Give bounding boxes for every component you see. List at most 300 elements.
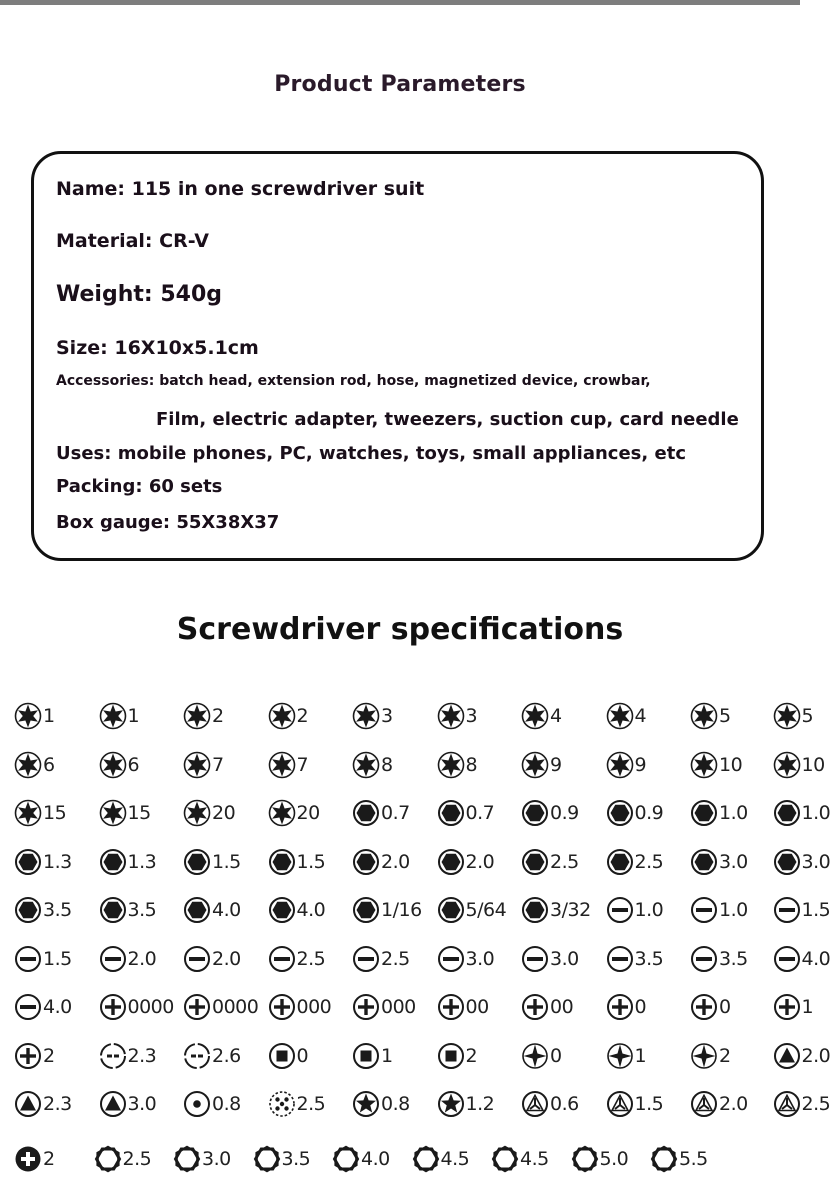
torx-bit-icon	[14, 799, 42, 827]
spec-size-label: 2.0	[381, 850, 410, 873]
spec-item	[773, 992, 814, 1022]
spec-size-label: 4.5	[440, 1147, 470, 1170]
spec-item	[99, 750, 140, 780]
spec-size-label: 6	[127, 753, 140, 776]
spec-size-label: 3.5	[127, 899, 157, 921]
spec-item	[173, 1144, 231, 1174]
phillips-bit-icon	[99, 993, 127, 1021]
spec-size-label: 0000	[127, 996, 174, 1018]
spec-size-label: 1	[634, 1044, 647, 1067]
spec-item	[99, 847, 157, 877]
torx-bit-icon	[183, 799, 211, 827]
spec-size-label: 3.5	[634, 947, 664, 970]
spec-item	[773, 847, 830, 877]
spec-item	[352, 944, 410, 974]
spec-item	[352, 750, 393, 780]
parameters-box	[31, 151, 764, 561]
tri-wing-bit-icon	[606, 1090, 634, 1118]
spec-size-label: 4.0	[212, 899, 241, 921]
spec-item	[14, 895, 72, 925]
torx-bit-icon	[437, 702, 465, 730]
spec-item	[99, 944, 157, 974]
spec-item	[521, 1041, 562, 1071]
spanner-bit-icon	[183, 1042, 211, 1070]
torx-bit-icon	[521, 702, 549, 730]
spec-item	[268, 944, 326, 974]
spec-size-label: 4.0	[296, 899, 326, 921]
spec-size-label: 15	[43, 802, 67, 824]
torx-bit-icon	[99, 799, 127, 827]
spec-item	[268, 847, 326, 877]
spec-size-label: 2.3	[127, 1044, 157, 1067]
spec-size-label: 0.7	[465, 802, 495, 824]
spec-size-label: 000	[296, 996, 332, 1018]
hex-bit-icon	[183, 896, 211, 924]
round-dot-bit-icon	[183, 1090, 211, 1118]
spec-item	[412, 1144, 470, 1174]
five-point-star-bit-icon	[352, 1090, 380, 1118]
hex-bit-icon	[99, 848, 127, 876]
spec-item	[690, 798, 748, 828]
spec-item	[352, 895, 422, 925]
spec-size-label: 2.5	[634, 850, 664, 873]
param-weight: Weight: 540g	[56, 282, 222, 307]
spec-size-label: 2	[296, 705, 309, 727]
square-bit-icon	[437, 1042, 465, 1070]
hex-bit-icon	[14, 896, 42, 924]
spec-size-label: 5	[719, 705, 731, 727]
hex-socket-icon	[491, 1145, 519, 1173]
spec-item	[94, 1144, 152, 1174]
torx-bit-icon	[606, 702, 634, 730]
spec-item	[437, 944, 495, 974]
spec-size-label: 4.0	[801, 947, 830, 970]
hex-bit-icon	[521, 896, 549, 924]
spec-size-label: 4	[550, 705, 562, 727]
spec-item	[352, 798, 410, 828]
phillips-bit-icon	[690, 993, 718, 1021]
torx-bit-icon	[690, 702, 718, 730]
spec-size-label: 3.0	[202, 1147, 231, 1170]
spec-item	[14, 1144, 55, 1174]
param-uses: Uses: mobile phones, PC, watches, toys, small appliances, etc	[56, 443, 686, 464]
spec-item	[268, 750, 309, 780]
spec-item	[99, 1041, 157, 1071]
spec-size-label: 1.0	[801, 802, 830, 824]
spec-size-label: 2	[465, 1044, 478, 1067]
torx-bit-icon	[437, 751, 465, 779]
spec-size-label: 1.5	[296, 850, 326, 873]
spec-size-label: 2.5	[381, 947, 410, 970]
spec-size-label: 2.0	[719, 1093, 748, 1115]
spec-size-label: 4.5	[520, 1147, 549, 1170]
spec-size-label: 0.9	[634, 802, 664, 824]
spec-size-label: 1	[43, 705, 55, 727]
spec-item	[521, 944, 579, 974]
hex-bit-icon	[14, 848, 42, 876]
spec-item	[268, 798, 320, 828]
spec-size-label: 3.5	[719, 947, 748, 970]
spec-size-label: 3.0	[465, 947, 495, 970]
spec-size-label: 0	[550, 1044, 562, 1067]
top-divider-bar	[0, 0, 800, 5]
triangle-bit-icon	[99, 1090, 127, 1118]
triangle-bit-icon	[14, 1090, 42, 1118]
spec-item	[690, 1041, 731, 1071]
hex-socket-icon	[94, 1145, 122, 1173]
spec-item	[521, 895, 591, 925]
pentalobe-bit-icon	[690, 1042, 718, 1070]
slotted-bit-icon	[690, 896, 718, 924]
spec-size-label: 2.0	[465, 850, 495, 873]
phillips-bit-icon	[268, 993, 296, 1021]
param-size: Size: 16X10x5.1cm	[56, 337, 259, 359]
spanner-bit-icon	[99, 1042, 127, 1070]
param-packing: Packing: 60 sets	[56, 476, 223, 497]
spec-size-label: 9	[550, 753, 562, 776]
hex-bit-icon	[690, 799, 718, 827]
torx-bit-icon	[268, 751, 296, 779]
spec-item	[773, 1041, 830, 1071]
param-name: Name: 115 in one screwdriver suit	[56, 178, 425, 200]
spec-item	[606, 1041, 647, 1071]
spec-item	[14, 944, 72, 974]
hex-bit-icon	[183, 848, 211, 876]
spec-size-label: 1	[381, 1044, 393, 1067]
spec-size-label: 3.0	[550, 947, 579, 970]
spec-size-label: 10	[719, 753, 743, 776]
hex-bit-icon	[521, 799, 549, 827]
spec-item	[773, 701, 814, 731]
spec-size-label: 2	[719, 1044, 731, 1067]
spec-size-label: 1.2	[465, 1093, 495, 1115]
spec-item	[606, 798, 664, 828]
product-parameters-title: Product Parameters	[274, 72, 526, 97]
hex-bit-icon	[437, 896, 465, 924]
hex-bit-icon	[99, 896, 127, 924]
spec-size-label: 1	[801, 996, 814, 1018]
spec-item	[183, 895, 241, 925]
spec-item	[491, 1144, 549, 1174]
five-point-star-bit-icon	[437, 1090, 465, 1118]
spec-size-label: 2	[212, 705, 224, 727]
five-dot-bit-icon	[268, 1090, 296, 1118]
spec-size-label: 3.0	[719, 850, 748, 873]
spec-item	[690, 944, 748, 974]
spec-item	[99, 701, 140, 731]
slotted-bit-icon	[437, 945, 465, 973]
spec-item	[437, 847, 495, 877]
slotted-bit-icon	[14, 993, 42, 1021]
spec-item	[268, 701, 309, 731]
spec-item	[521, 847, 579, 877]
spec-size-label: 0.9	[550, 802, 579, 824]
torx-bit-icon	[352, 751, 380, 779]
spec-item	[690, 992, 731, 1022]
spec-size-label: 0	[634, 996, 647, 1018]
spec-item	[773, 944, 830, 974]
spec-size-label: 8	[465, 753, 478, 776]
spec-item	[690, 701, 731, 731]
spec-item	[690, 1089, 748, 1119]
hex-socket-icon	[571, 1145, 599, 1173]
spec-size-label: 5.5	[679, 1147, 708, 1170]
spec-size-label: 2.5	[122, 1147, 152, 1170]
tri-wing-bit-icon	[690, 1090, 718, 1118]
phillips-bit-icon	[773, 993, 801, 1021]
spec-size-label: 7	[296, 753, 309, 776]
spec-item	[773, 750, 825, 780]
spec-size-label: 0	[296, 1044, 309, 1067]
spec-size-label: 2.5	[550, 850, 579, 873]
spec-item	[14, 750, 55, 780]
spec-size-label: 4.0	[43, 996, 72, 1018]
spec-size-label: 3	[465, 705, 478, 727]
hex-bit-icon	[352, 896, 380, 924]
spec-item	[183, 944, 241, 974]
slotted-bit-icon	[773, 945, 801, 973]
spec-size-label: 0.8	[381, 1093, 410, 1115]
slotted-bit-icon	[773, 896, 801, 924]
phillips-bit-icon	[352, 993, 380, 1021]
spec-size-label: 1.3	[43, 850, 72, 873]
spec-item	[521, 750, 562, 780]
spec-item	[650, 1144, 708, 1174]
spec-item	[14, 1089, 72, 1119]
param-accessories: Accessories: batch head, extension rod, hose, magnetized device, crowbar,	[56, 373, 651, 389]
spec-item	[437, 895, 507, 925]
spec-item	[437, 992, 489, 1022]
hex-bit-icon	[773, 848, 801, 876]
hex-bit-icon	[521, 848, 549, 876]
tri-wing-bit-icon	[521, 1090, 549, 1118]
spec-item	[606, 895, 664, 925]
spec-item	[14, 1041, 55, 1071]
torx-bit-icon	[183, 702, 211, 730]
spec-item	[352, 992, 416, 1022]
spec-item	[521, 992, 573, 1022]
spec-size-label: 1/16	[381, 899, 422, 921]
spec-item	[606, 992, 647, 1022]
pentalobe-bit-icon	[606, 1042, 634, 1070]
phillips-bit-icon	[606, 993, 634, 1021]
hex-socket-icon	[412, 1145, 440, 1173]
torx-bit-icon	[268, 799, 296, 827]
spec-item	[606, 847, 664, 877]
spec-item	[437, 701, 478, 731]
torx-bit-icon	[606, 751, 634, 779]
torx-bit-icon	[14, 702, 42, 730]
torx-bit-icon	[183, 751, 211, 779]
spec-item	[99, 895, 157, 925]
spec-item	[99, 798, 151, 828]
slotted-bit-icon	[606, 945, 634, 973]
hex-bit-icon	[437, 799, 465, 827]
hex-bit-icon	[773, 799, 801, 827]
square-bit-icon	[268, 1042, 296, 1070]
spec-item	[606, 750, 647, 780]
spec-size-label: 1	[127, 705, 140, 727]
spec-item	[571, 1144, 629, 1174]
spec-item	[606, 944, 664, 974]
spec-size-label: 2.5	[296, 1093, 326, 1115]
spec-item	[352, 1089, 410, 1119]
torx-bit-icon	[521, 751, 549, 779]
spec-item	[521, 701, 562, 731]
spec-item	[606, 1089, 664, 1119]
spec-item	[606, 701, 647, 731]
hex-bit-icon	[352, 799, 380, 827]
hex-bit-icon	[606, 799, 634, 827]
spec-size-label: 000	[381, 996, 416, 1018]
spec-size-label: 20	[296, 802, 320, 824]
slotted-bit-icon	[606, 896, 634, 924]
cross-bit-icon	[14, 1145, 42, 1173]
spec-item	[690, 895, 748, 925]
hex-socket-icon	[173, 1145, 201, 1173]
hex-bit-icon	[606, 848, 634, 876]
triangle-bit-icon	[773, 1042, 801, 1070]
slotted-bit-icon	[268, 945, 296, 973]
spec-item	[332, 1144, 390, 1174]
spec-size-label: 7	[212, 753, 224, 776]
spec-item	[268, 992, 332, 1022]
torx-bit-icon	[14, 751, 42, 779]
spec-size-label: 5	[801, 705, 814, 727]
phillips-bit-icon	[14, 1042, 42, 1070]
spec-size-label: 3.5	[43, 899, 72, 921]
spec-item	[437, 798, 495, 828]
spec-item	[268, 1041, 309, 1071]
spec-size-label: 2	[43, 1147, 55, 1170]
spec-item	[352, 701, 393, 731]
spec-item	[437, 750, 478, 780]
spec-item	[183, 750, 224, 780]
spec-size-label: 00	[465, 996, 489, 1018]
hex-socket-icon	[332, 1145, 360, 1173]
spec-size-label: 2.3	[43, 1093, 72, 1115]
spec-item	[437, 1041, 478, 1071]
torx-bit-icon	[773, 702, 801, 730]
torx-bit-icon	[352, 702, 380, 730]
hex-socket-icon	[253, 1145, 281, 1173]
spec-item	[14, 847, 72, 877]
screwdriver-specifications-title: Screwdriver specifications	[176, 612, 624, 647]
spec-size-label: 9	[634, 753, 647, 776]
torx-bit-icon	[99, 702, 127, 730]
spec-item	[773, 798, 830, 828]
phillips-bit-icon	[437, 993, 465, 1021]
spec-size-label: 1.5	[634, 1093, 664, 1115]
spec-size-label: 4.0	[361, 1147, 390, 1170]
spec-item	[183, 798, 235, 828]
spec-size-label: 2.6	[212, 1044, 241, 1067]
spec-item	[99, 1089, 157, 1119]
spec-size-label: 5.0	[599, 1147, 629, 1170]
spec-size-label: 0.7	[381, 802, 410, 824]
spec-size-label: 3.0	[801, 850, 830, 873]
spec-size-label: 2.0	[801, 1044, 830, 1067]
spec-size-label: 3.0	[127, 1093, 157, 1115]
phillips-bit-icon	[521, 993, 549, 1021]
spec-size-label: 0000	[212, 996, 259, 1018]
hex-bit-icon	[437, 848, 465, 876]
spec-size-label: 15	[127, 802, 151, 824]
torx-bit-icon	[268, 702, 296, 730]
spec-item	[352, 1041, 393, 1071]
spec-size-label: 20	[212, 802, 236, 824]
spec-size-label: 6	[43, 753, 55, 776]
spec-item	[437, 1089, 495, 1119]
spec-size-label: 1.3	[127, 850, 157, 873]
spec-item	[690, 847, 748, 877]
spec-size-label: 1.0	[719, 802, 748, 824]
param-material: Material: CR-V	[56, 230, 209, 252]
spec-size-label: 1.5	[801, 899, 830, 921]
pentalobe-bit-icon	[521, 1042, 549, 1070]
hex-socket-icon	[650, 1145, 678, 1173]
spec-size-label: 3/32	[550, 899, 591, 921]
phillips-bit-icon	[183, 993, 211, 1021]
slotted-bit-icon	[521, 945, 549, 973]
spec-item	[521, 798, 579, 828]
spec-item	[183, 847, 241, 877]
spec-item	[352, 847, 410, 877]
slotted-bit-icon	[99, 945, 127, 973]
torx-bit-icon	[690, 751, 718, 779]
spec-item	[14, 992, 72, 1022]
spec-size-label: 2.0	[212, 947, 241, 970]
spec-size-label: 5/64	[465, 899, 507, 921]
spec-size-label: 3.5	[281, 1147, 311, 1170]
slotted-bit-icon	[183, 945, 211, 973]
param-accessories-continued: Film, electric adapter, tweezers, suction cup, card needle	[156, 409, 739, 430]
square-bit-icon	[352, 1042, 380, 1070]
spec-size-label: 2.5	[296, 947, 326, 970]
spec-size-label: 1.5	[212, 850, 241, 873]
tri-wing-bit-icon	[773, 1090, 801, 1118]
slotted-bit-icon	[14, 945, 42, 973]
spec-size-label: 2.0	[127, 947, 157, 970]
spec-item	[183, 1041, 241, 1071]
hex-bit-icon	[352, 848, 380, 876]
spec-size-label: 0.8	[212, 1093, 241, 1115]
torx-bit-icon	[99, 751, 127, 779]
torx-bit-icon	[773, 751, 801, 779]
spec-item	[14, 798, 66, 828]
spec-item	[183, 701, 224, 731]
spec-item	[773, 895, 830, 925]
spec-size-label: 1.5	[43, 947, 72, 970]
spec-size-label: 3	[381, 705, 393, 727]
spec-size-label: 1.0	[634, 899, 664, 921]
spec-item	[773, 1089, 830, 1119]
hex-bit-icon	[268, 848, 296, 876]
spec-item	[99, 992, 174, 1022]
spec-item	[183, 1089, 241, 1119]
spec-size-label: 0.6	[550, 1093, 579, 1115]
spec-item	[183, 992, 258, 1022]
spec-item	[690, 750, 742, 780]
spec-item	[521, 1089, 579, 1119]
slotted-bit-icon	[690, 945, 718, 973]
param-box-gauge: Box gauge: 55X38X37	[56, 512, 280, 533]
spec-item	[268, 895, 326, 925]
spec-size-label: 0	[719, 996, 731, 1018]
spec-size-label: 4	[634, 705, 647, 727]
slotted-bit-icon	[352, 945, 380, 973]
spec-size-label: 2	[43, 1044, 55, 1067]
